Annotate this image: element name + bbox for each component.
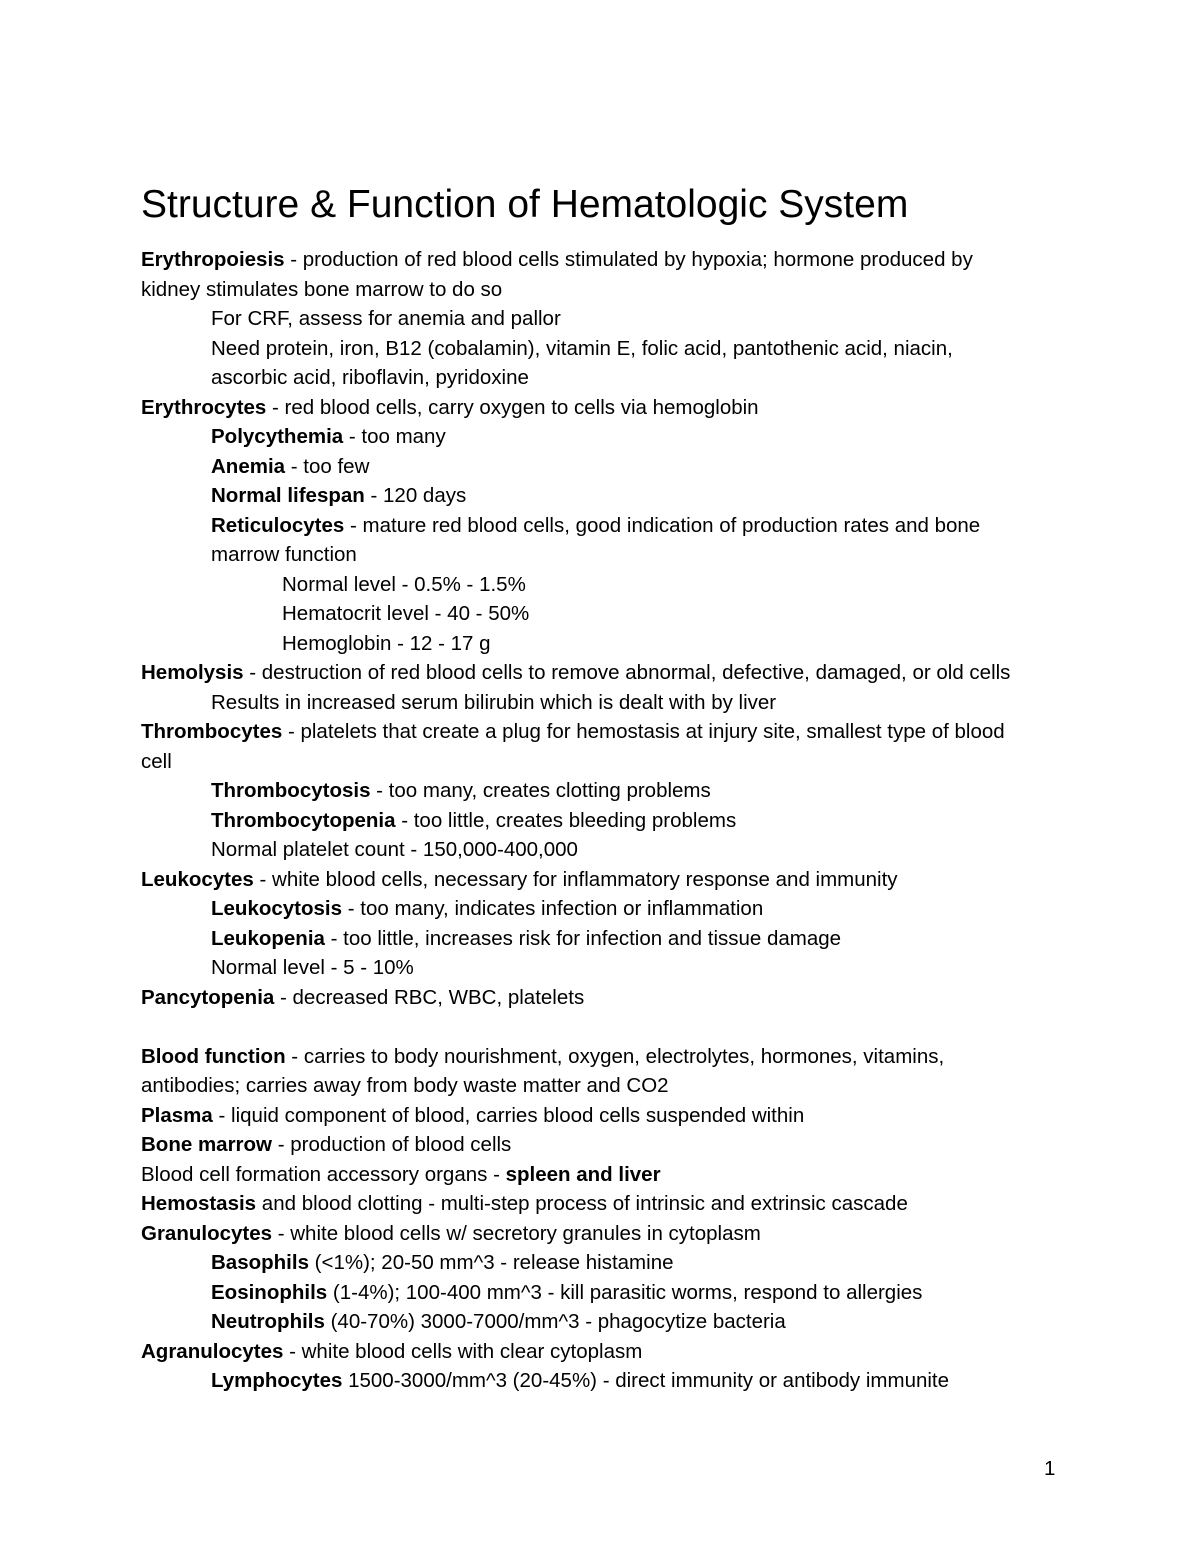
note-line <box>141 599 1081 629</box>
definition: - production of red blood cells stimulated by hypoxia; hormone produced by <box>284 248 973 271</box>
definition: - 120 days <box>364 484 467 507</box>
note-line <box>141 776 1081 806</box>
note-line <box>141 1042 1081 1072</box>
note-line <box>141 422 1081 452</box>
definition: - too many, creates clotting problems <box>370 779 711 802</box>
term: Polycythemia <box>211 425 344 448</box>
note-line <box>141 1248 1081 1278</box>
note-line <box>141 245 1081 275</box>
note-line <box>141 363 1081 393</box>
term: Leukocytes <box>141 867 254 891</box>
note-line <box>141 894 1081 924</box>
definition: and blood clotting - multi-step process of intrinsic and extrinsic cascade <box>256 1192 908 1215</box>
note-line <box>141 1337 1081 1367</box>
note-line <box>141 1278 1081 1308</box>
definition: Need protein, iron, B12 (cobalamin), vitamin E, folic acid, pantothenic acid, niacin, <box>211 336 953 360</box>
note-line <box>141 1130 1081 1160</box>
definition: For CRF, assess for anemia and pallor <box>211 307 561 330</box>
term: Plasma <box>141 1103 213 1127</box>
term: Thrombocytopenia <box>211 808 396 832</box>
note-line <box>141 747 1081 777</box>
note-line <box>141 658 1081 688</box>
term: Eosinophils <box>211 1280 328 1304</box>
note-line <box>141 304 1081 334</box>
page-title: Structure & Function of Hematologic System <box>141 183 909 226</box>
definition: (1-4%); 100-400 mm^3 - kill parasitic worms, respond to allergies <box>327 1280 923 1304</box>
term: Erythrocytes <box>141 395 267 419</box>
definition: - too few <box>285 454 370 478</box>
note-line <box>141 1160 1081 1190</box>
definition: 1500-3000/mm^3 (20-45%) - direct immunity or antibody immunite <box>342 1369 950 1392</box>
term: Pancytopenia <box>141 985 275 1009</box>
term: Thrombocytes <box>141 720 283 743</box>
definition: - white blood cells w/ secretory granules in cytoplasm <box>272 1221 761 1245</box>
note-line <box>141 1189 1081 1219</box>
definition: - white blood cells with clear cytoplasm <box>283 1339 643 1363</box>
term: Erythropoiesis <box>141 248 285 271</box>
definition: - carries to body nourishment, oxygen, electrolytes, hormones, vitamins, <box>285 1044 945 1068</box>
definition: Blood cell formation accessory organs - <box>141 1162 506 1186</box>
note-line <box>141 540 1081 570</box>
note-line <box>141 1366 1081 1396</box>
definition: - red blood cells, carry oxygen to cells via hemoglobin <box>266 395 759 419</box>
note-line <box>141 1071 1081 1101</box>
note-line <box>141 953 1081 983</box>
term: Lymphocytes <box>211 1369 343 1392</box>
definition: - too many <box>343 425 446 448</box>
definition: - platelets that create a plug for hemostasis at injury site, smallest type of blood <box>282 720 1005 743</box>
term: Anemia <box>211 454 286 478</box>
note-line <box>141 688 1081 718</box>
note-line <box>141 1101 1081 1131</box>
note-line <box>141 452 1081 482</box>
term: Leukopenia <box>211 926 325 950</box>
note-line <box>141 806 1081 836</box>
note-line <box>141 275 1081 305</box>
definition: - white blood cells, necessary for inflammatory response and immunity <box>253 867 898 891</box>
definition: marrow function <box>211 543 357 566</box>
definition: Hemoglobin - 12 - 17 g <box>282 631 491 655</box>
term: Basophils <box>211 1251 309 1274</box>
term: Bone marrow <box>141 1133 272 1156</box>
page-number: 1 <box>1044 1457 1056 1480</box>
note-line <box>141 511 1081 541</box>
definition: Hematocrit level - 40 - 50% <box>282 602 530 625</box>
term: Hemostasis <box>141 1192 257 1215</box>
blank-line <box>141 1012 1081 1042</box>
term: Neutrophils <box>211 1310 325 1333</box>
term: Agranulocytes <box>141 1339 284 1363</box>
definition: - mature red blood cells, good indication of production rates and bone <box>344 513 981 537</box>
definition: antibodies; carries away from body waste matter and CO2 <box>141 1074 669 1097</box>
note-line <box>141 481 1081 511</box>
definition: kidney stimulates bone marrow to do so <box>141 277 503 301</box>
definition: - too little, creates bleeding problems <box>395 808 737 832</box>
note-line <box>141 334 1081 364</box>
definition: cell <box>141 749 172 773</box>
definition: (40-70%) 3000-7000/mm^3 - phagocytize bacteria <box>324 1310 786 1333</box>
document-body <box>141 245 1081 1396</box>
note-line <box>141 1307 1081 1337</box>
note-line <box>141 865 1081 895</box>
term: Thrombocytosis <box>211 779 371 802</box>
term: Reticulocytes <box>211 513 345 537</box>
note-line <box>141 983 1081 1013</box>
note-line <box>141 570 1081 600</box>
definition: - decreased RBC, WBC, platelets <box>274 985 585 1009</box>
term: Leukocytosis <box>211 897 343 920</box>
note-line <box>141 924 1081 954</box>
definition: - too little, increases risk for infection and tissue damage <box>324 926 842 950</box>
note-line <box>141 1219 1081 1249</box>
note-line <box>141 717 1081 747</box>
note-line <box>141 393 1081 423</box>
note-line <box>141 629 1081 659</box>
definition: Normal level - 5 - 10% <box>211 956 414 979</box>
definition: (<1%); 20-50 mm^3 - release histamine <box>308 1251 674 1274</box>
definition: ascorbic acid, riboflavin, pyridoxine <box>211 366 529 389</box>
definition: Normal level - 0.5% - 1.5% <box>282 572 526 596</box>
term: Blood function <box>141 1044 286 1068</box>
term: Granulocytes <box>141 1221 273 1245</box>
term: Normal lifespan <box>211 484 365 507</box>
note-line <box>141 835 1081 865</box>
definition: - destruction of red blood cells to remove abnormal, defective, damaged, or old cells <box>243 661 1011 684</box>
definition: Results in increased serum bilirubin which is dealt with by liver <box>211 690 777 714</box>
definition: - too many, indicates infection or inflammation <box>342 897 764 920</box>
definition: - liquid component of blood, carries blood cells suspended within <box>212 1103 805 1127</box>
definition: Normal platelet count - 150,000-400,000 <box>211 838 578 861</box>
term: Hemolysis <box>141 661 244 684</box>
definition: - production of blood cells <box>272 1133 512 1156</box>
term: spleen and liver <box>505 1162 661 1186</box>
